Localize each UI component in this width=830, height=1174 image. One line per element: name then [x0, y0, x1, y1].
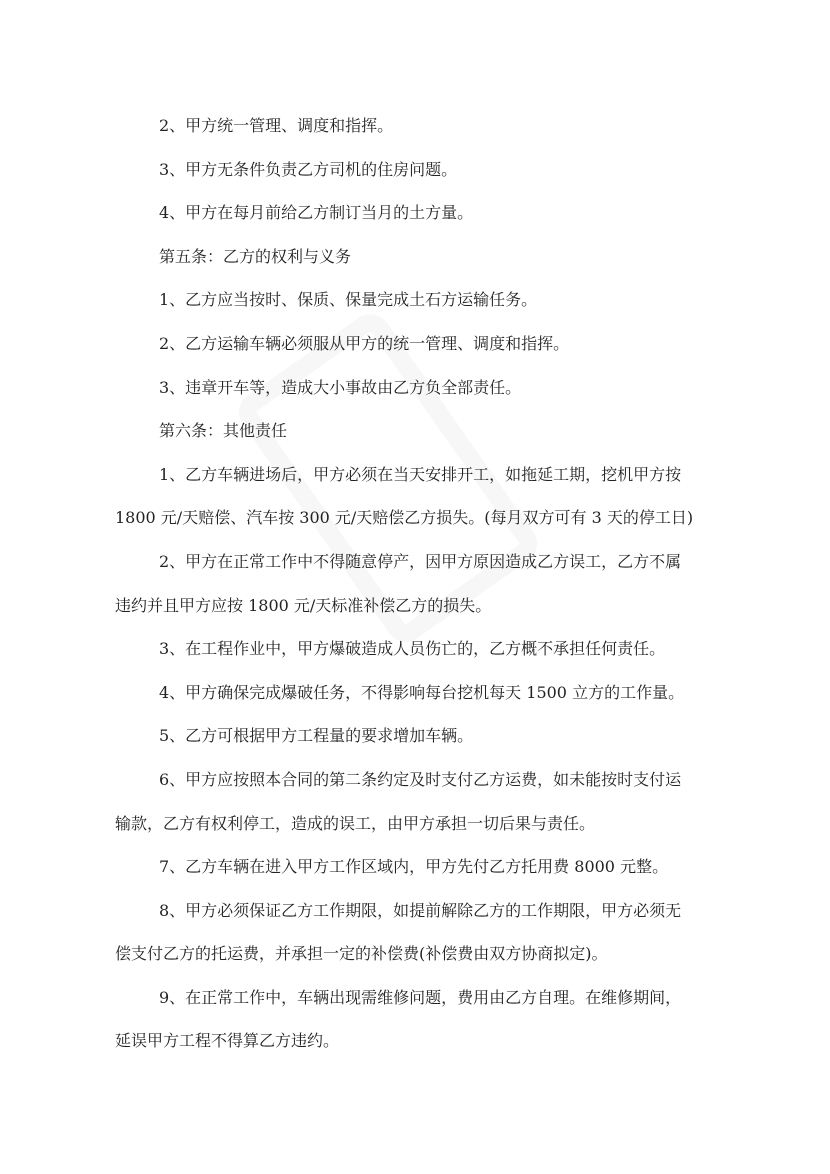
text-line: 2、乙方运输车辆必须服从甲方的统一管理、调度和指挥。: [159, 333, 570, 353]
text-line: 1、乙方应当按时、保质、保量完成土石方运输任务。: [159, 290, 538, 310]
text-line: 5、乙方可根据甲方工程量的要求增加车辆。: [159, 726, 474, 746]
paragraph: [115, 112, 715, 156]
paragraph: [115, 461, 715, 548]
text-line: 延误甲方工程不得算乙方违约。: [115, 1031, 340, 1051]
text-line: 第六条：其他责任: [159, 421, 288, 441]
text-line: 违约并且甲方应按 1800 元/天标准补偿乙方的损失。: [115, 595, 492, 615]
paragraph: [115, 853, 715, 897]
text-line: 6、甲方应按照本合同的第二条约定及时支付乙方运费，如未能按时支付运: [159, 769, 682, 789]
document-body: [115, 112, 715, 1071]
text-line: 1800 元/天赔偿、汽车按 300 元/天赔偿乙方损失。(每月双方可有 3 天的停工日): [115, 508, 694, 528]
text-line: 3、甲方无条件负责乙方司机的住房问题。: [159, 159, 458, 179]
paragraph: [115, 766, 715, 853]
text-line: 2、甲方统一管理、调度和指挥。: [159, 116, 394, 135]
text-line: 7、乙方车辆在进入甲方工作区域内，甲方先付乙方托用费 8000 元整。: [159, 857, 669, 877]
paragraph: [115, 635, 715, 679]
paragraph: [115, 330, 715, 374]
paragraph: [115, 548, 715, 635]
text-line: 输款，乙方有权利停工，造成的误工，由甲方承担一切后果与责任。: [115, 813, 596, 833]
text-line: 9、在正常工作中，车辆出现需维修问题，费用由乙方自理。在维修期间，: [159, 987, 682, 1007]
paragraph: [115, 897, 715, 984]
text-line: 2、甲方在正常工作中不得随意停产，因甲方原因造成乙方误工，乙方不属: [159, 551, 682, 571]
paragraph: [115, 374, 715, 418]
paragraph: [115, 722, 715, 766]
text-line: 4、甲方确保完成爆破任务，不得影响每台挖机每天 1500 立方的工作量。: [159, 682, 685, 702]
paragraph: [115, 679, 715, 723]
text-line: 4、甲方在每月前给乙方制订当月的土方量。: [159, 203, 474, 223]
paragraph: [115, 156, 715, 200]
text-line: 8、甲方必须保证乙方工作期限，如提前解除乙方的工作期限，甲方必须无: [159, 900, 682, 920]
text-line: 第五条：乙方的权利与义务: [159, 246, 352, 266]
text-line: 偿支付乙方的托运费，并承担一定的补偿费(补偿费由双方协商拟定)。: [115, 944, 608, 964]
paragraph: [115, 286, 715, 330]
paragraph: [115, 243, 715, 287]
text-line: 3、在工程作业中，甲方爆破造成人员伤亡的，乙方概不承担任何责任。: [159, 639, 666, 659]
paragraph: [115, 417, 715, 461]
text-line: 3、违章开车等，造成大小事故由乙方负全部责任。: [159, 377, 522, 397]
paragraph: [115, 984, 715, 1071]
paragraph: [115, 199, 715, 243]
text-line: 1、乙方车辆进场后，甲方必须在当天安排开工，如拖延工期，挖机甲方按: [159, 464, 682, 484]
